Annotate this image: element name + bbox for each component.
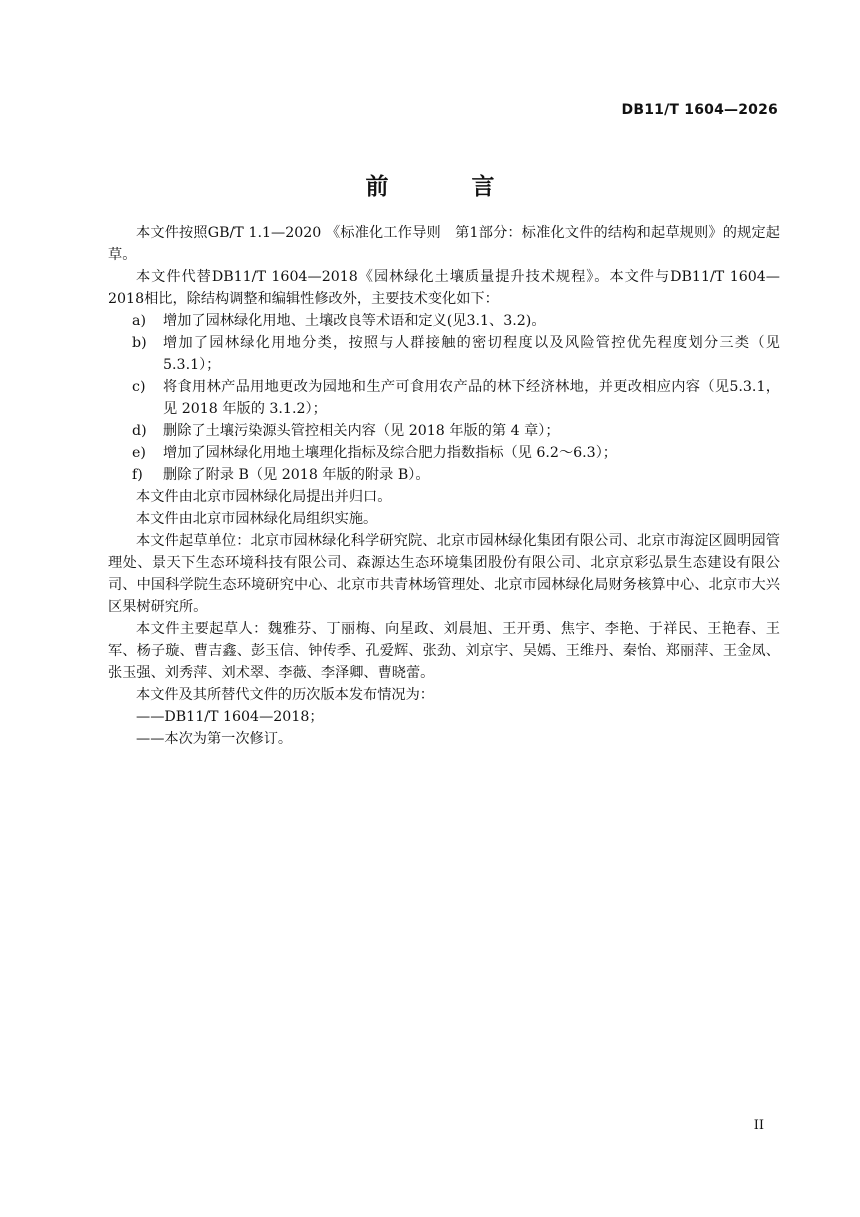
list-item-text: 增加了园林绿化用地土壤理化指标及综合肥力指数指标（见 6.2～6.3）；: [163, 445, 617, 461]
list-item-text: 增加了园林绿化用地、土壤改良等术语和定义(见3.1、3.2)。: [163, 313, 546, 329]
paragraph-version-history: 本文件及其所替代文件的历次版本发布情况为：: [136, 687, 434, 703]
list-item-mark: d): [132, 423, 147, 439]
document-body: [108, 222, 780, 750]
list-item: [108, 420, 780, 442]
paragraph-drafting-rule: 本文件按照GB/T 1.1—2020 《标准化工作导则 第1部分：标准化文件的结构和起草规则》的规定起草。: [108, 225, 780, 263]
list-item: [108, 310, 780, 332]
history-item: ——本次为第一次修订。: [136, 731, 293, 747]
list-item-text: 将食用林产品用地更改为园地和生产可食用农产品的林下经济林地，并更改相应内容（见5.3.1，见 2018 年版的 3.1.2）；: [163, 379, 780, 417]
list-item: [108, 464, 780, 486]
list-item: [108, 376, 780, 420]
page-title: 前 言: [365, 174, 525, 200]
paragraph-drafters: 本文件主要起草人：魏雅芬、丁丽梅、向星政、刘晨旭、王开勇、焦宇、李艳、于祥民、王艳春、王军、杨子璇、曹吉鑫、彭玉信、钟传季、孔爱辉、张劲、刘京宇、吴嫣、王维丹、秦怡、郑丽萍、王金凤、张玉强、刘秀萍、刘术翠、李薇、李泽卿、曹晓蕾。: [108, 621, 780, 681]
list-item-text: 增加了园林绿化用地分类，按照与人群接触的密切程度以及风险管控优先程度划分三类（见5.3.1）；: [163, 335, 780, 373]
list-item: [108, 442, 780, 464]
paragraph-implementer: 本文件由北京市园林绿化局组织实施。: [136, 511, 378, 527]
paragraph-drafting-units: 本文件起草单位：北京市园林绿化科学研究院、北京市园林绿化集团有限公司、北京市海淀区圆明园管理处、景天下生态环境科技有限公司、森源达生态环境集团股份有限公司、北京京彩弘景生态建设有限公司、中国科学院生态环境研究中心、北京市共青林场管理处、北京市园林绿化局财务核算中心、北京市大兴区果树研究所。: [108, 533, 780, 615]
paragraph-replacement: 本文件代替DB11/T 1604—2018《园林绿化土壤质量提升技术规程》。本文件与DB11/T 1604—2018相比，除结构调整和编辑性修改外，主要技术变化如下：: [108, 269, 780, 307]
page-number: II: [753, 1118, 764, 1133]
list-item-mark: a): [132, 313, 146, 329]
list-item-text: 删除了土壤污染源头管控相关内容（见 2018 年版的第 4 章）；: [163, 423, 560, 439]
list-item-mark: e): [132, 445, 146, 461]
list-item-text: 删除了附录 B（见 2018 年版的附录 B）。: [163, 467, 430, 483]
history-item: ——DB11/T 1604—2018；: [136, 709, 324, 725]
list-item-mark: c): [132, 379, 146, 395]
list-item-mark: f): [132, 467, 143, 483]
paragraph-proposer: 本文件由北京市园林绿化局提出并归口。: [136, 489, 392, 505]
list-item: [108, 332, 780, 376]
changes-list: [108, 310, 780, 486]
document-code: DB11/T 1604—2026: [621, 102, 778, 118]
list-item-mark: b): [132, 335, 147, 351]
